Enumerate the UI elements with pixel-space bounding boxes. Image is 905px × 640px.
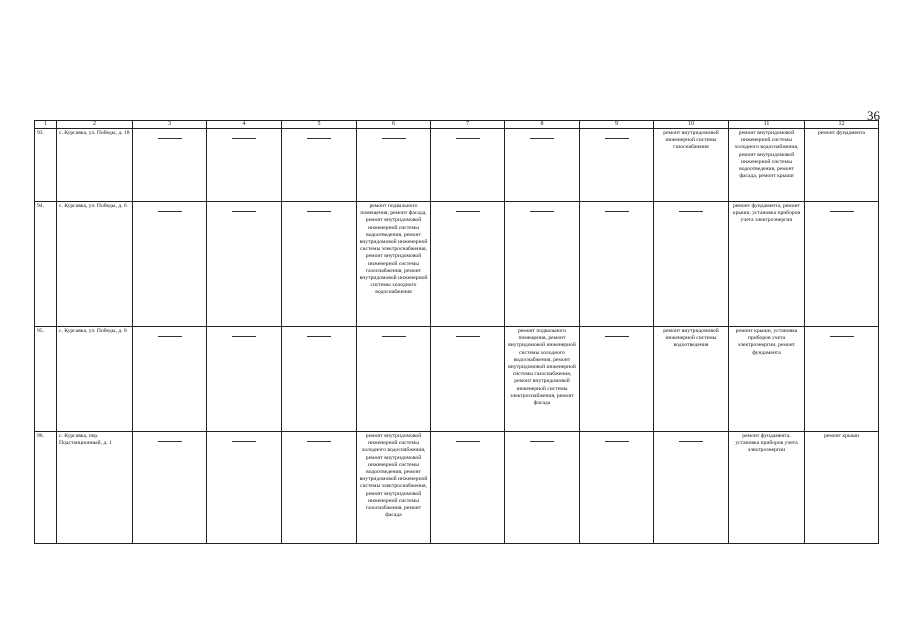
empty-dash [232,211,256,212]
column-header: 3 [133,121,207,129]
column-header: 10 [654,121,729,129]
work-cell [357,129,431,202]
work-cell [505,202,580,327]
empty-dash [307,211,331,212]
work-cell [207,129,282,202]
empty-dash [382,138,406,139]
empty-dash [158,336,182,337]
row-number: 93. [35,129,57,202]
work-cell: ремонт подвального помещения, ремонт внутридомовой инженерной системы холодного водоснабжения, ремонт внутридомовой инженерной системы газоснабжения, ремонт внутридомовой инженерной системы электроснабжения, ремонт фасада [505,327,580,432]
empty-dash [605,336,629,337]
empty-dash [530,441,554,442]
empty-dash [605,138,629,139]
work-cell [580,202,654,327]
row-address: с. Курсавка, ул. Победы, д. 8 [57,327,133,432]
empty-dash [830,211,854,212]
work-cell [207,432,282,544]
work-cell [282,432,357,544]
row-address: с. Курсавка, пер. Подстанционный, д. 1 [57,432,133,544]
row-number: 94. [35,202,57,327]
work-cell [431,327,505,432]
empty-dash [605,441,629,442]
column-header: 9 [580,121,654,129]
table-row [35,202,879,327]
table-row [35,327,879,432]
row-number: 95. [35,327,57,432]
column-header: 4 [207,121,282,129]
empty-dash [158,211,182,212]
empty-dash [456,211,480,212]
work-cell: ремонт внутридомовой инженерной системы холодного водоснабжения, ремонт внутридомовой инженерной системы водоотведения, ремонт фасада, ремонт крыши [729,129,805,202]
empty-dash [307,441,331,442]
work-cell [805,327,879,432]
empty-dash [158,441,182,442]
work-cell [805,202,879,327]
work-cell [505,129,580,202]
table-row [35,129,879,202]
work-cell: ремонт фундамента, установка приборов учета электроэнергии [729,432,805,544]
work-cell [282,202,357,327]
work-cell [580,129,654,202]
empty-dash [456,138,480,139]
column-header: 8 [505,121,580,129]
work-cell [282,129,357,202]
empty-dash [679,441,703,442]
column-header: 12 [805,121,879,129]
work-cell [431,432,505,544]
row-number: 96. [35,432,57,544]
empty-dash [232,336,256,337]
work-cell [133,432,207,544]
work-cell [580,432,654,544]
empty-dash [830,336,854,337]
work-cell [654,432,729,544]
empty-dash [605,211,629,212]
row-address: с. Курсавка, ул. Победы, д. 6 [57,202,133,327]
work-cell [431,129,505,202]
work-cell [282,327,357,432]
empty-dash [456,336,480,337]
work-cell [357,327,431,432]
empty-dash [232,138,256,139]
work-cell [207,202,282,327]
work-cell [133,129,207,202]
empty-dash [307,336,331,337]
column-header: 6 [357,121,431,129]
column-header: 7 [431,121,505,129]
table-row [35,432,879,544]
work-cell: ремонт фундамента [805,129,879,202]
empty-dash [530,211,554,212]
work-cell: ремонт крыши, установка приборов учета электроэнергии, ремонт фундамента [729,327,805,432]
work-cell: ремонт подвального помещения, ремонт фасада, ремонт внутридомовой инженерной системы водоотведения, ремонт внутридомовой инженерной системы электроснабжения, ремонт внутридомовой инженерной системы газоснабжения, ремонт внутридомовой инженерной системы холодного водоснабжения [357,202,431,327]
column-header: 1 [35,121,57,129]
column-header: 5 [282,121,357,129]
column-header: 2 [57,121,133,129]
work-cell [654,202,729,327]
work-cell [580,327,654,432]
work-cell [133,327,207,432]
empty-dash [456,441,480,442]
work-cell: ремонт внутридомовой инженерной системы водоотведения [654,327,729,432]
empty-dash [679,211,703,212]
work-cell [431,202,505,327]
work-cell [207,327,282,432]
column-number-row [35,121,879,129]
work-cell [505,432,580,544]
work-cell: ремонт крыши [805,432,879,544]
work-cell [133,202,207,327]
empty-dash [307,138,331,139]
work-cell: ремонт внутридомовой инженерной системы холодного водоснабжения, ремонт внутридомовой инженерной системы водоотведения, ремонт внутридомовой инженерной системы электроснабжения, ремонт внутридомовой инженерной системы газоснабжения, ремонт фасада [357,432,431,544]
page-number: 36 [867,108,880,123]
empty-dash [158,138,182,139]
column-header: 11 [729,121,805,129]
repair-schedule-table [34,120,879,544]
empty-dash [530,138,554,139]
empty-dash [232,441,256,442]
row-address: с. Курсавка, ул. Победы, д. 18 [57,129,133,202]
work-cell: ремонт внутридомовой инженерной системы газоснабжения [654,129,729,202]
work-cell: ремонт фундамента, ремонт крыши, установка приборов учета электроэнергии [729,202,805,327]
empty-dash [382,336,406,337]
